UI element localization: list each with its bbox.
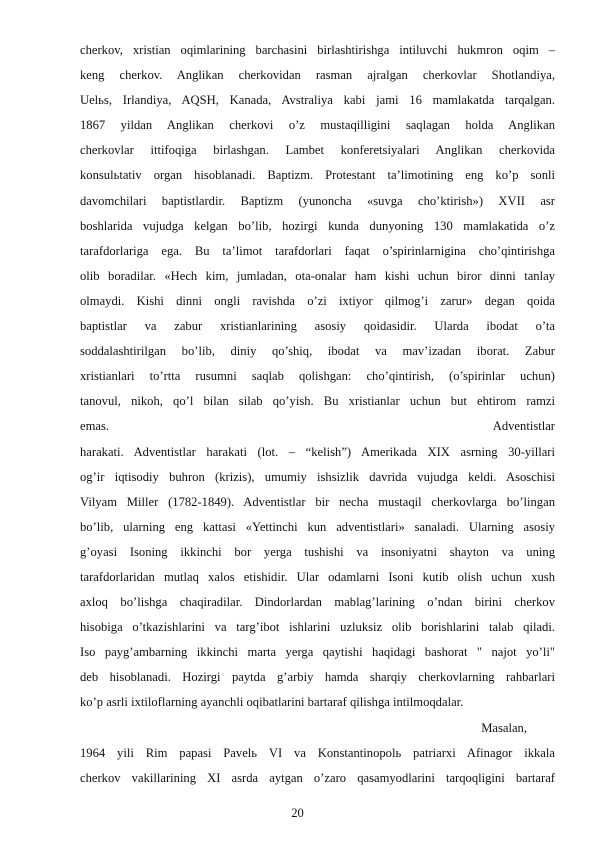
text-line: g’oyasi Isoning ikkinchi bor yerga tushishi va insoniyatni shayton va uning (80, 544, 555, 559)
text-line: ko’p asrli ixtiloflarning ayanchli oqibatlarini bartaraf qilishga intilmoqdalar. (80, 695, 464, 710)
text-line: harakati. Adventistlar harakati (lot. – “kelish”) Amerikada XIX asrning 30-yillari (80, 444, 555, 459)
body-text (80, 38, 555, 791)
text-line: hisobiga o’tkazishlarini va targ’ibot ishlarini uzluksiz olib borishlarini talab qiladi. (80, 620, 555, 635)
text-line: Masalan, (481, 720, 527, 735)
text-line: deb hisoblanadi. Hozirgi paytda g’arbiy hamda sharqiy cherkovlarning rahbarlari (80, 670, 555, 685)
text-line: 1964 yili Rim papasi Pavelь VI va Konstantinopolь patriarxi Afinagor ikkala (80, 745, 555, 760)
text-line: keng cherkov. Anglikan cherkovidan rasman ajralgan cherkovlar Shotlandiya, (80, 68, 555, 83)
text-line: Vilyam Miller (1782-1849). Adventistlar bir necha mustaqil cherkovlarga bo’lingan (80, 494, 555, 509)
text-line: davomchilari baptistlardir. Baptizm (yunoncha «suvga cho’ktirish») XVII asr (80, 193, 555, 208)
text-line: tanovul, nikoh, qo’l bilan silab qo’yish. Bu xristianlar uchun but ehtirom ramzi (80, 394, 555, 409)
text-line: konsulьtativ organ hisoblanadi. Baptizm. Protestant ta’limotining eng ko’p sonli (80, 168, 555, 183)
text-line: cherkov, xristian oqimlarining barchasini birlashtirishga intiluvchi hukmron oqim – (80, 43, 555, 57)
text-line: cherkov vakillarining XI asrda aytgan o’zaro qasamyodlarini tarqoqligini bartaraf (80, 770, 555, 785)
page-number: 20 (291, 806, 304, 820)
text-line: olmaydi. Kishi dinni ongli ravishda o’zi ixtiyor qilmog’i zarur» degan qoida (80, 293, 555, 308)
text-line: tarafdorlaridan mutlaq xalos etishidir. Ular odamlarni Isoni kutib olish uchun xush (80, 569, 555, 584)
text-line: axloq bo’lishga chaqiradilar. Dindorlardan mablag’larining o’ndan birini cherkov (80, 595, 555, 610)
text-line: Iso payg’ambarning ikkinchi marta yerga qaytishi haqidagi bashorat " najot yo’li" (80, 645, 555, 660)
text-line: xristianlari to’rtta rusumni saqlab qolishgan: cho’qintirish, (o’spirinlar uchun) (80, 369, 555, 384)
text-line: soddalashtirilgan bo’lib, diniy qo’shiq, ibodat va mav’izadan iborat. Zabur (80, 344, 555, 359)
text-line: og’ir iqtisodiy buhron (krizis), umumiy ishsizlik davrida vujudga keldi. Asoschisi (80, 469, 555, 484)
text-line: emas. Adventistlar (80, 419, 555, 434)
text-line: boshlarida vujudga kelgan bo’lib, hozirgi kunda dunyoning 130 mamlakatida o’z (80, 218, 555, 233)
text-line: 1867 yildan Anglikan cherkovi o’z mustaqilligini saqlagan holda Anglikan (80, 118, 555, 133)
text-line: tarafdorlariga ega. Bu ta’limot tarafdorlari faqat o’spirinlarnigina cho’qintirishga (80, 243, 555, 258)
text-line: olib boradilar. «Hech kim, jumladan, ota-onalar ham kishi uchun biror dinni tanlay (80, 268, 555, 283)
text-line: bo’lib, ularning eng kattasi «Yettinchi kun adventistlari» sanaladi. Ularning asosiy (80, 519, 555, 534)
text-line: baptistlar va zabur xristianlarining asosiy qoidasidir. Ularda ibodat o’ta (80, 319, 555, 334)
text-line: cherkovlar ittifoqiga birlashgan. Lambet konferetsiyalari Anglikan cherkovida (80, 143, 555, 158)
text-line: Uelьs, Irlandiya, AQSH, Kanada, Avstraliya kabi jami 16 mamlakatda tarqalgan. (80, 93, 555, 108)
